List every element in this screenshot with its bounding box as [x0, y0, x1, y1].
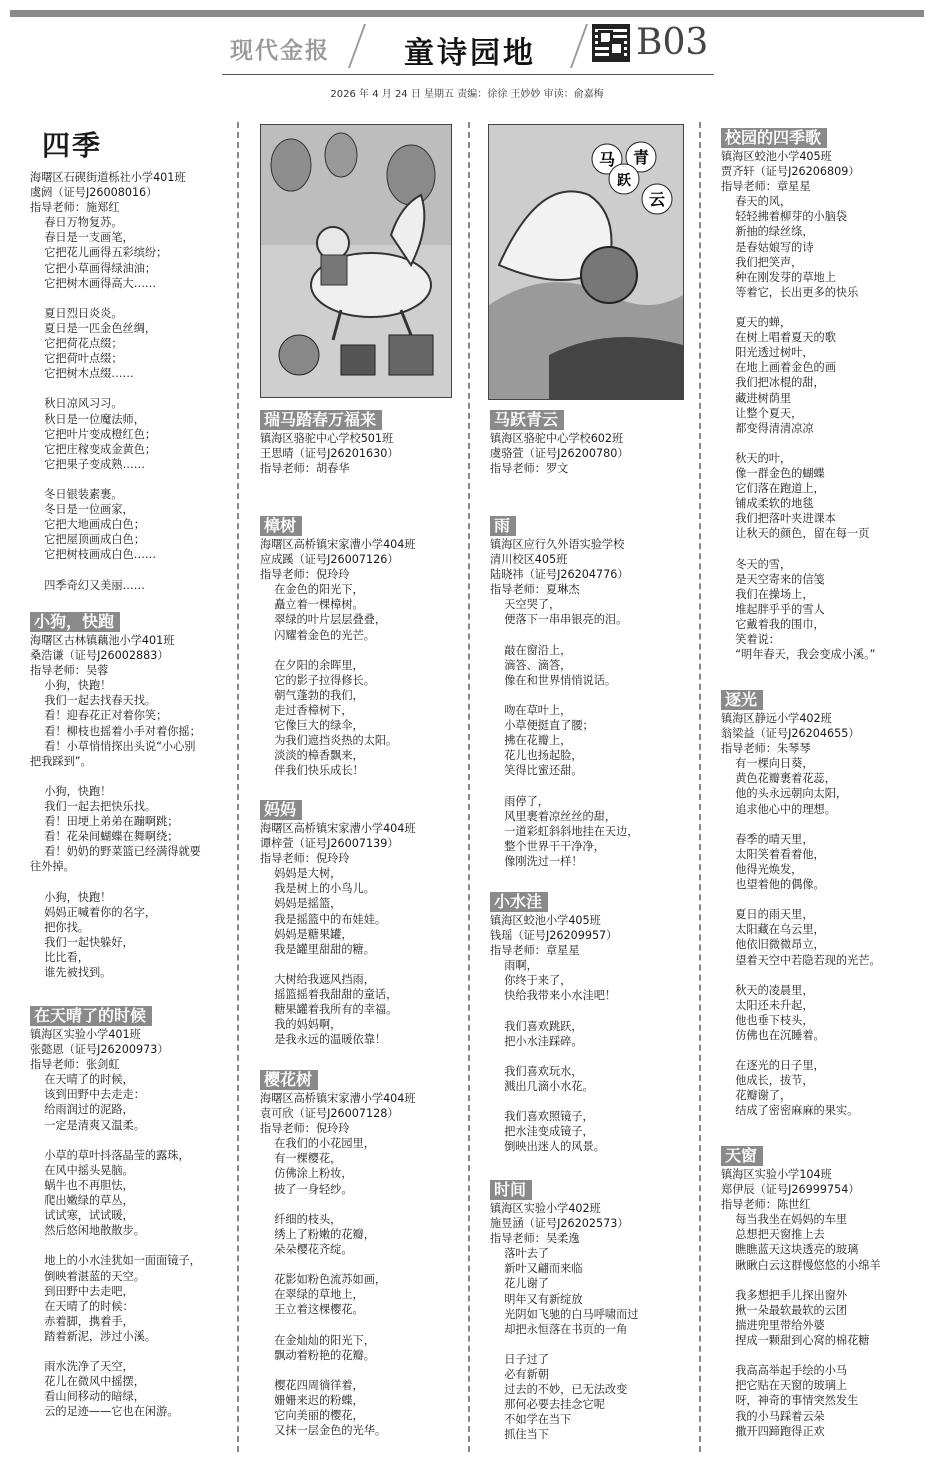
- illustration-horse-clouds: [488, 124, 684, 400]
- column-divider: [237, 122, 239, 1452]
- artwork-title: 瑞马踏春万福来: [260, 410, 382, 430]
- poem-title: 时间: [490, 1180, 532, 1200]
- column-4: [721, 128, 926, 1438]
- poem-block: [490, 892, 617, 1155]
- artwork-info: 镇海区骆驼中心学校501班 王思晴（证号J26201630） 指导老师：胡春华: [260, 432, 399, 476]
- page-number: B03: [636, 22, 709, 63]
- top-rule: [10, 10, 924, 17]
- masthead-divider: [570, 24, 588, 68]
- illustration-art: [261, 125, 451, 397]
- art-char: 云: [648, 190, 666, 209]
- section-title: 童诗园地: [404, 36, 536, 71]
- column-divider: [468, 122, 470, 1452]
- paper-name: 现代金报: [230, 38, 330, 64]
- poem-title: 妈妈: [260, 800, 302, 820]
- poem-block: [490, 1180, 639, 1443]
- poem-body: 镇海区应行久外语实验学校 清川校区405班 陆晓祎（证号J26204776） 指导老师：夏琳杰 天空哭了， 便落下一串串银亮的泪。 敲在窗沿上， 滴答、滴答， 像在和世界悄悄说话。 吻在草叶上， 小草便挺直了腰； 拂在花瓣上， 花儿也扬起脸， 笑得比蜜还甜。 雨停了， 风里裹着凉丝丝的甜， 一道彩虹斜斜地挂在天边， 整个世界干干净净， 像刚洗过一样！: [490, 538, 639, 868]
- poem-body: 镇海区实验小学104班 郑伊辰（证号J26999754） 指导老师：陈世红 每当我坐在妈妈的车里 总想把天窗推上去 瞧瞧蓝天这块透亮的玻璃 瞅瞅白云这群慢悠悠的小绵羊 我多想把手儿探出窗外 揪一朵最软最软的云团 揣进兜里带给外婆 捏成一颗甜到心窝的棉花糖 我高高举起手绘的小马 把它贴在天窗的玻璃上 呀，神奇的事情突然发生 我的小马踩着云朵 撒开四蹄跑得正欢: [721, 1168, 881, 1438]
- poem-body: 镇海区蛟池小学405班 贾齐轩（证号J26206809） 指导老师：章星星 春天的风， 轻轻拂着柳芽的小脑袋 新抽的绿丝绦， 是春姑娘写的诗 我们把笑声， 种在刚发芽的草地上 等着它，长出更多的快乐 夏天的蝉， 在树上唱着夏天的歌 阳光透过树叶， 在地上画着金色的画 我们把冰棍的甜， 藏进树荫里 让整个夏天， 都变得清清凉凉 秋天的叶， 像一群金色的蝴蝶 它们落在跑道上， 铺成柔软的地毯 我们把落叶夹进课本 让秋天的颜色，留在每一页 冬天的雪， 是天空寄来的信笺 我们在操场上， 堆起胖乎乎的雪人 它戴着我的围巾， 笑着说： “明年春天，我会变成小溪。”: [721, 150, 876, 662]
- column-divider: [699, 122, 701, 1452]
- art-char: 跃: [617, 173, 631, 189]
- poem-block: [490, 516, 639, 869]
- poem-title: 雨: [490, 516, 516, 536]
- poem-body: 海曙区高桥镇宋家漕小学404班 谭梓萱（证号J26007139） 指导老师：倪玲玲 妈妈是大树， 我是树上的小鸟儿。 妈妈是摇篮， 我是摇篮中的布娃娃。 妈妈是糖果罐， 我是罐里甜甜的糖。 大树给我遮风挡雨， 摇篮摇着我甜甜的童话， 糖果罐着我所有的幸福。 我的妈妈啊， 是我永远的温暖依靠！: [260, 822, 416, 1047]
- illustration-art: [489, 125, 683, 399]
- poem-block: [30, 612, 201, 980]
- illustration-horse-festival: [260, 124, 452, 398]
- art-char: 马: [598, 150, 616, 169]
- poem-block: [30, 1006, 201, 1419]
- poem-title: 樟树: [260, 516, 302, 536]
- poem-title: 在天晴了的时候: [30, 1006, 152, 1026]
- artwork-info: 镇海区骆驼中心学校602班 虞骆萱（证号J26200780） 指导老师：罗文: [490, 432, 629, 476]
- poem-block: [260, 1070, 416, 1438]
- poem-body: 海曙区高桥镇宋家漕小学404班 应成蹊（证号J26007126） 指导老师：倪玲玲 在金色的阳光下， 矗立着一棵樟树。 翠绿的叶片层层叠叠， 闪耀着金色的光芒。 在夕阳的余晖里， 它的影子拉得修长。 朝气蓬勃的我们， 走过香樟树下， 它像巨大的绿伞， 为我们遮挡炎热的太阳。 淡淡的樟香飘来， 伴我们快乐成长！: [260, 538, 416, 778]
- poem-body: 海曙区古林镇藕池小学401班 桑浩谦（证号J26002883） 指导老师：吴蓉 小狗，快跑！ 我们一起去找春天找。 看！迎春花正对着你笑； 看！柳枝也摇着小手对着你摇； 看！小草悄悄探出头说“小心别 把我踩到”。 小狗，快跑！ 我们一起去把快乐找。 看！田埂上弟弟在蹦啊跳； 看！花朵间蝴蝶在舞啊绕； 看！奶奶的野菜篮已经满得就要 往外掉。 小狗，快跑！ 妈妈正喊着你的名字， 把你找。 我们一起快躲好， 比比看， 谁先被找到。: [30, 634, 201, 980]
- qr-code-icon[interactable]: [592, 24, 630, 62]
- column-1: [30, 122, 230, 1419]
- poem-body: 海曙区石碶街道栎社小学401班 虞阏（证号J26008016） 指导老师：施郑红 春日万物复苏。 春日是一支画笔， 它把花儿画得五彩缤纷； 它把小草画得绿油油； 它把树木画得高大…… 夏日烈日炎炎。 夏日是一匹金色丝绸， 它把荷花点缀； 它把荷叶点缀； 它把树木点缀…… 秋日凉风习习。 秋日是一位魔法师， 它把叶片变成橙红色； 它把庄稼变成金黄色； 它把果子变成熟…… 冬日银装素裹。 冬日是一位画家， 它把大地画成白色； 它把屋顶画成白色； 它把树枝画成白色…… 四季奇幻又美丽……: [30, 171, 186, 592]
- artwork-title: 马跃青云: [490, 410, 564, 430]
- poem-body: 镇海区蛟池小学405班 钱瑶（证号J26209957） 指导老师：章星星 雨啊， 你终于来了， 快给我带来小水洼吧！ 我们喜欢跳跃， 把小水洼踩碎。 我们喜欢玩水， 溅出几滴小水花。 我们喜欢照镜子， 把水洼变成镜子， 倒映出迷人的风景。: [490, 914, 618, 1154]
- poem-block: [260, 800, 416, 1047]
- art-char: 青: [632, 148, 650, 167]
- poem-body: 海曙区高桥镇宋家漕小学404班 袁可欣（证号J26007128） 指导老师：倪玲玲 在我们的小花园里， 有一棵樱花， 仿佛涂上粉妆， 披了一身轻纱。 纤细的枝头， 绣上了粉嫩的花瓣， 朵朵樱花齐绽。 花影如粉色流苏如画， 在翠绿的草地上， 王立着这棵樱花。 在金灿灿的阳光下， 飘动着粉艳的花瓣。 樱花四周徜徉着， 姗姗来迟的粉蝶， 它向美丽的樱花， 又抹一层金色的光华。: [260, 1092, 416, 1438]
- column-3: [490, 410, 690, 1442]
- poem-title: 逐光: [721, 690, 763, 710]
- poem-title: 四季: [42, 129, 103, 162]
- poem-body: 镇海区实验小学402班 施昱涵（证号J26202573） 指导老师：吴柔逸 落叶去了 新叶又翩而来临 花儿谢了 明年又有新绽放 光阴如飞驰的白马呼啸而过 却把永恒落在书页的一角 日子过了 必有新朝 过去的不妙，已无法改变 那何必要去挂念它呢 不如学在当下 抓住当下: [490, 1202, 639, 1442]
- poem-body: 镇海区实验小学401班 张懿恩（证号J26200973） 指导老师：张剑虹 在天晴了的时候， 该到田野中去走走： 给雨润过的泥路， 一定是清爽又温柔。 小草的草叶抖落晶莹的露珠， 在风中摇头晃脑。 蜗牛也不再胆怯， 爬出嫩绿的草丛， 试试寒，试试暖， 然后悠闲地散散步。 地上的小水洼犹如一面面镜子， 倒映着湛蓝的天空。 到田野中去走吧， 在天晴了的时候： 赤着脚，携着手， 踏着新泥，涉过小溪。 雨水洗净了天空， 花儿在微风中摇摆， 看山间移动的暗绿， 云的足迹——它也在闲游。: [30, 1028, 201, 1419]
- poem-title: 小狗，快跑: [30, 612, 120, 632]
- poem-body: 镇海区静远小学402班 翁梁益（证号J26204655） 指导老师：朱琴琴 有一棵向日葵， 黄色花瓣裹着花蕊， 他的头永远朝向太阳， 追求他心中的理想。 春季的晴天里， 太阳笑着看着他， 他得光焕发， 也望着他的偶像。 夏日的雨天里， 太阳藏在乌云里， 他依旧微微昂立， 望着天空中若隐若现的光芒。 秋天的凌晨里， 太阳还未升起， 他也垂下枝头， 仿佛也在沉睡着。 在逐光的日子里， 他成长，拔节， 花瓣谢了， 结成了密密麻麻的果实。: [721, 712, 881, 1118]
- poem-title: 樱花树: [260, 1070, 318, 1090]
- dateline: 2026 年 4 月 24 日 星期五 责编：徐徐 王妙妙 审读：俞嘉梅: [330, 89, 604, 100]
- masthead-divider: [348, 24, 366, 68]
- masthead-underline: [222, 74, 714, 75]
- poem-block: [721, 1146, 881, 1439]
- column-2: [260, 410, 460, 1438]
- poem-title: 天窗: [721, 1146, 763, 1166]
- poem-block: [721, 690, 881, 1119]
- poem-title: 小水洼: [490, 892, 548, 912]
- poem-title: 校园的四季歌: [721, 128, 827, 148]
- poem-block: [260, 516, 416, 779]
